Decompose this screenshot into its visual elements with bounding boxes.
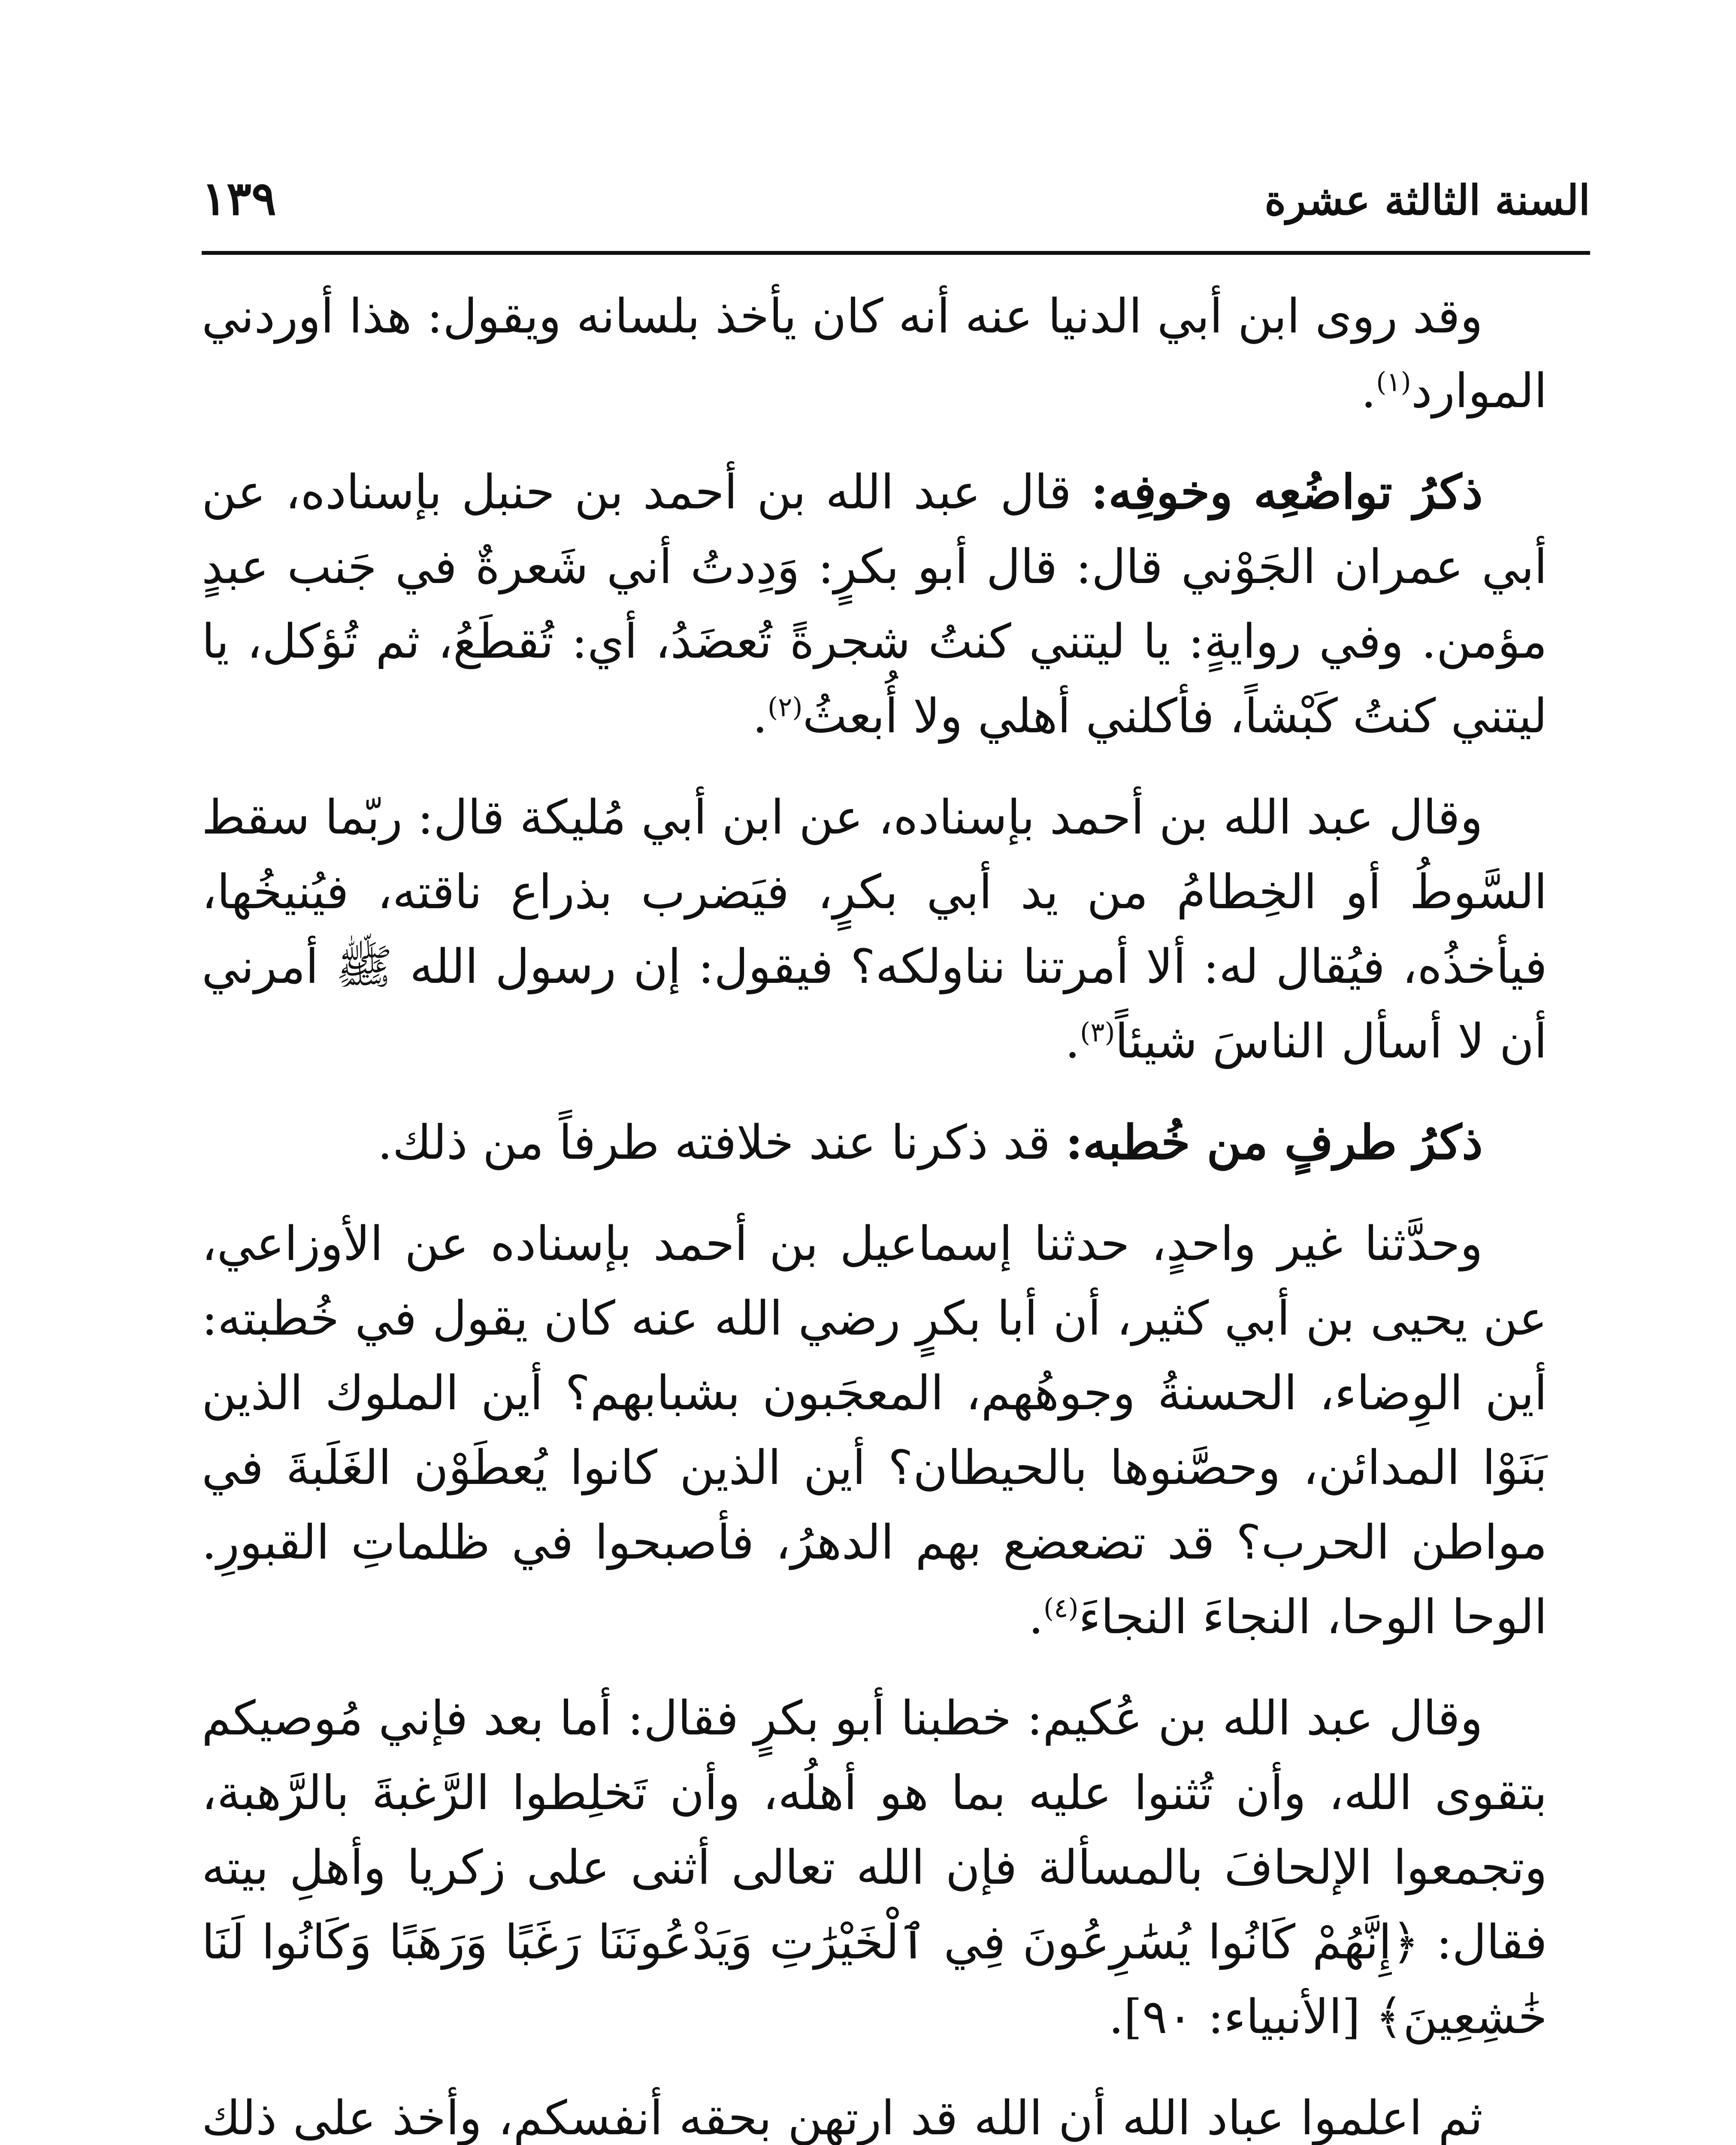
paragraph-3: وقال عبد الله بن أحمد بإسناده، عن ابن أبي مُليكة قال: ربّما سقط السَّوطُ أو الخِطامُ من يد أبي بكرٍ، فيَضرب بذراع ناقته، فيُنيخُها، فيأخذُه، فيُقال له: ألا أمرتنا نناولكه؟ فيقول: إن رسول الله ﷺ أمرني أن لا أسأل الناسَ شيئاً$^{(٣)}$. — [202, 790, 1547, 1069]
paragraph-2: ذكرُ تواضُعِه وخوفِه: قال عبد الله بن أحمد بن حنبل بإسناده، عن أبي عمران الجَوْني قال: قال أبو بكرٍ: وَدِدتُ أني شَعرةٌ في جَنب عبدٍ مؤمن. وفي روايةٍ: يا ليتني كنتُ شجرةً تُعضَدُ، أي: تُقطَعُ، ثم تُؤكل، يا ليتني كنتُ كَبْشاً، فأكلني أهلي ولا أُبعثُ$^{(٢)}$. — [202, 464, 1547, 743]
footnote-ref-3: (٣) — [1080, 1016, 1115, 1048]
paragraph-6: وقال عبد الله بن عُكيم: خطبنا أبو بكرٍ فقال: أما بعد فإني مُوصيكم بتقوى الله، وأن تُثنوا عليه بما هو أهلُه، وأن تَخلِطوا الرَّغبةَ بالرَّهبة، وتجمعوا الإلحافَ بالمسألة فإن الله تعالى أثنى على زكريا وأهلِ بيته فقال: ﴿إِنَّهُمْ كَانُوا يُسَٰرِعُونَ فِي ٱلْخَيْرَٰتِ وَيَدْعُونَنَا رَغَبًا وَرَهَبًا وَكَانُوا لَنَا خَٰشِعِينَ﴾ [الأنبياء: ٩٠]. — [202, 1691, 1547, 2044]
paragraph-4: ذكرُ طرفٍ من خُطبه: قد ذكرنا عند خلافته طرفاً من ذلك. — [377, 1115, 1483, 1170]
main-text — [202, 279, 1547, 2145]
page-number: ١٣٩ — [202, 172, 277, 226]
section-heading-sermons: ذكرُ طرفٍ من خُطبه: — [1065, 1115, 1483, 1170]
paragraph-5: وحدَّثنا غير واحدٍ، حدثنا إسماعيل بن أحمد بإسناده عن الأوزاعي، عن يحيى بن أبي كثير، أن أبا بكرٍ رضي الله عنه كان يقول في خُطبته: أين الوِضاء، الحسنةُ وجوهُهم، المعجَبون بشبابهم؟ أين الملوك الذين بَنَوْا المدائن، وحصَّنوها بالحيطان؟ أين الذين كانوا يُعطَوْن الغَلَبةَ في مواطن الحرب؟ قد تضعضع بهم الدهرُ، فأصبحوا في ظلماتِ القبورِ. الوحا الوحا، النجاءَ النجاءَ$^{(٤)}$. — [202, 1216, 1547, 1644]
paragraph-1: وقد روى ابن أبي الدنيا عنه أنه كان يأخذ بلسانه ويقول: هذا أوردني الموارد$^{(١)}$. — [202, 289, 1547, 418]
header-rule — [202, 251, 1590, 255]
running-title: السنة الثالثة عشرة — [1264, 176, 1590, 224]
paragraph-7: ثم اعلموا عباد الله أن الله قد ارتهن بحقه أنفسكم، وأخذ على ذلك — [202, 2091, 1483, 2145]
footnote-ref-4: (٤) — [1043, 1592, 1079, 1624]
footnote-ref-2: (٢) — [767, 691, 803, 723]
page-header — [202, 167, 1590, 232]
footnote-ref-1: (١) — [1376, 366, 1411, 398]
section-heading-humility: ذكرُ تواضُعِه وخوفِه: — [1091, 464, 1483, 520]
